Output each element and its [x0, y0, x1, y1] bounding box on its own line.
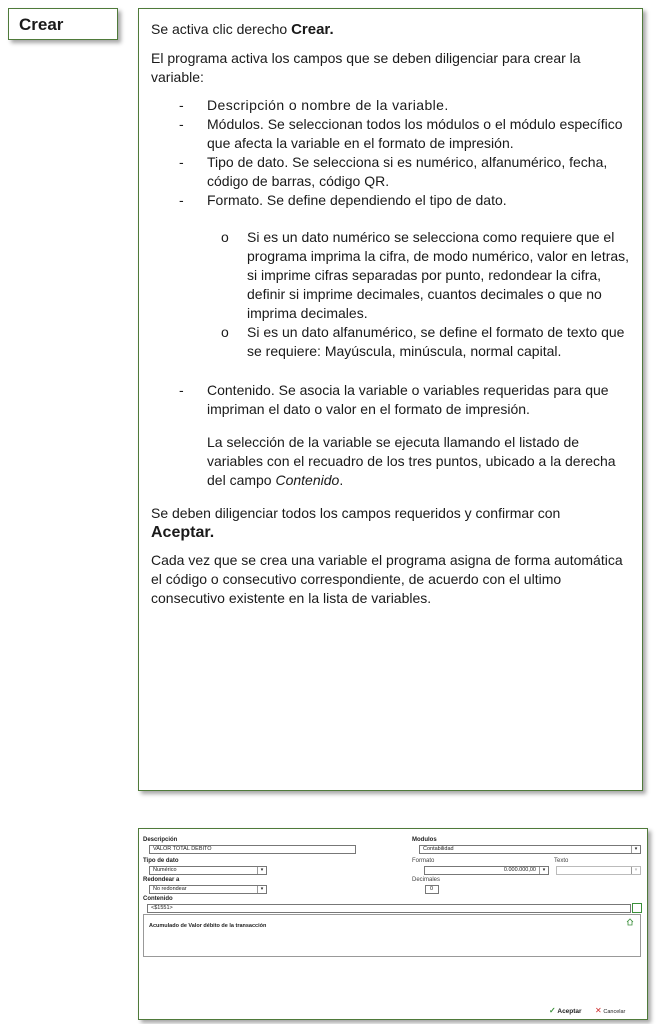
aceptar-label: Aceptar — [557, 1008, 582, 1015]
chevron-down-icon: ▾ — [539, 867, 548, 874]
cancelar-button[interactable] — [595, 1006, 625, 1015]
list-item: - Tipo de dato. Se selecciona si es numérico, alfanumérico, fecha, código de barras, código QR. — [151, 153, 632, 191]
crear-description-box — [138, 8, 643, 791]
formato-label: Formato — [412, 858, 435, 864]
formato-select[interactable] — [424, 866, 549, 875]
format-sublist — [151, 228, 632, 361]
three-dots-button[interactable] — [632, 903, 642, 913]
fields-list — [151, 96, 632, 210]
list-item: - Descripción o nombre de la variable. — [151, 96, 632, 115]
confirm-bold: Aceptar. — [151, 524, 215, 541]
redondear-select[interactable] — [149, 885, 267, 894]
list-item: - Contenido. Se asocia la variable o variables requeridas para que impriman el dato o valor en el formato de impresión. — [151, 381, 632, 419]
chevron-down-icon: ▾ — [257, 867, 266, 874]
descripcion-label: Descripción — [143, 837, 178, 843]
confirm-text: Se deben diligenciar todos los campos requeridos y confirmar con — [151, 505, 561, 521]
description-textarea[interactable] — [143, 914, 641, 957]
crear-label-box — [8, 8, 118, 40]
seleccion-end: . — [339, 472, 344, 488]
modulos-select[interactable] — [419, 845, 641, 854]
contenido-label: Contenido — [143, 896, 173, 902]
chevron-down-icon: ▾ — [631, 846, 640, 853]
seleccion-paragraph — [151, 433, 632, 490]
lead-paragraph: El programa activa los campos que se deben diligenciar para crear la variable: — [151, 50, 581, 85]
texto-select[interactable] — [556, 866, 641, 875]
texto-label: Texto — [554, 858, 569, 864]
contenido-input[interactable]: <$1551> — [147, 904, 631, 913]
seleccion-italic: Contenido — [275, 472, 340, 488]
tipo-dato-value: Numérico — [153, 867, 177, 873]
aceptar-button[interactable] — [549, 1006, 582, 1015]
formato-value: 0.000.000,00 — [503, 867, 536, 873]
confirm-paragraph — [151, 504, 632, 542]
list-item: o Si es un dato alfanumérico, se define el formato de texto que se requiere: Mayúscula, minúscula, normal capital. — [151, 323, 632, 361]
check-icon: ✓ — [549, 1006, 556, 1015]
contenido-list — [151, 381, 632, 419]
modulos-value: Contabilidad — [423, 846, 454, 852]
redondear-label: Redondear a — [143, 877, 180, 883]
chevron-down-icon: ▾ — [257, 886, 266, 893]
seleccion-text: La selección de la variable se ejecuta llamando el listado de variables con el recuadro de los tres puntos, ubicado a la derecha del campo — [207, 434, 616, 488]
chevron-down-icon: ▾ — [631, 867, 640, 874]
home-icon[interactable] — [626, 918, 634, 926]
descripcion-input[interactable]: VALOR TOTAL DEBITO — [149, 845, 356, 854]
intro-text: Se activa clic derecho — [151, 21, 292, 37]
tipo-dato-select[interactable] — [149, 866, 267, 875]
intro-paragraph — [151, 20, 632, 39]
list-item: - Formato. Se define dependiendo el tipo de dato. — [151, 191, 632, 210]
description-text: Acumulado de Valor débito de la transacción — [149, 923, 267, 929]
list-item: - Módulos. Se seleccionan todos los módulos o el módulo específico que afecta la variable en el formato de impresión. — [151, 115, 632, 153]
decimales-input[interactable]: 0 — [425, 885, 439, 894]
list-item: o Si es un dato numérico se selecciona como requiere que el programa imprima la cifra, de modo numérico, valor en letras, si imprime cifras separadas por punto, redondear la cifra, definir si imprime decimales, cuantos decimales o que no imprima decimales. — [151, 228, 632, 323]
decimales-label: Decimales — [412, 877, 441, 883]
cancelar-label: Cancelar — [603, 1009, 626, 1015]
intro-bold: Crear. — [291, 21, 334, 38]
redondear-value: No redondear — [153, 886, 187, 892]
tipo-dato-label: Tipo de dato — [143, 858, 179, 864]
crear-label: Crear — [19, 15, 64, 34]
close-icon: ✕ — [595, 1006, 602, 1015]
modulos-label: Modulos — [412, 837, 437, 843]
create-variable-form — [138, 828, 648, 1020]
final-paragraph: Cada vez que se crea una variable el programa asigna de forma automática el código o consecutivo correspondiente, de acuerdo con el ultimo consecutivo existente en la lista de variables. — [151, 552, 623, 606]
